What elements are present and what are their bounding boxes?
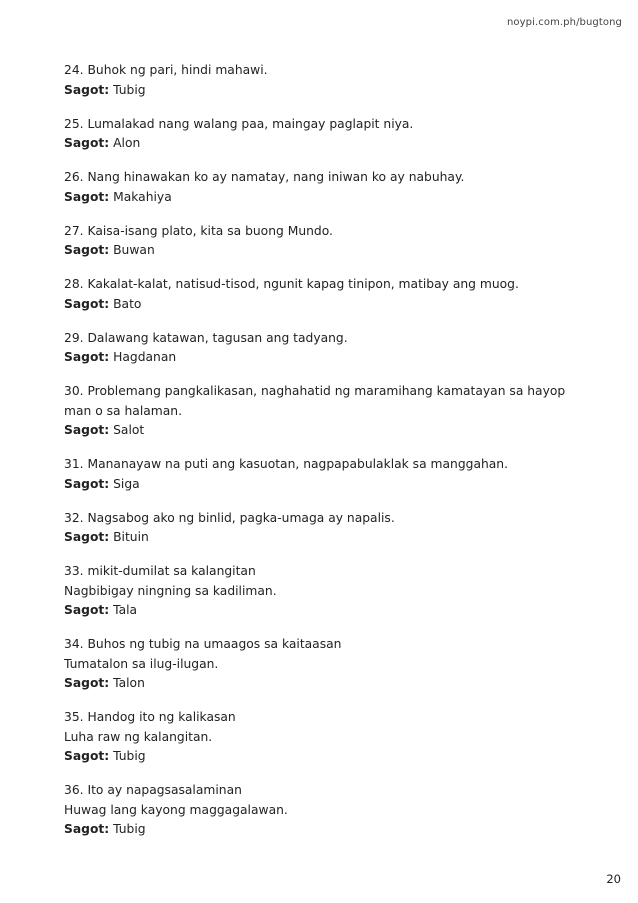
riddle-item bbox=[64, 168, 584, 207]
answer-label: Sagot: bbox=[64, 749, 110, 763]
riddle-item bbox=[64, 329, 584, 368]
riddle-text-line: 35. Handog ito ng kalikasan bbox=[64, 710, 236, 724]
answer-label: Sagot: bbox=[64, 296, 110, 311]
riddle-item bbox=[64, 275, 584, 314]
riddle-answer bbox=[64, 81, 584, 101]
riddle-answer bbox=[64, 601, 584, 621]
answer-label: Sagot: bbox=[64, 82, 110, 97]
riddle-text-line: 34. Buhos ng tubig na umaagos sa kaitaasan bbox=[64, 637, 342, 651]
riddle-text-line: Tumatalon sa ilug-ilugan. bbox=[64, 656, 219, 671]
riddle-answer bbox=[64, 528, 584, 548]
answer-label: Sagot: bbox=[64, 423, 110, 437]
riddle-item bbox=[64, 222, 584, 261]
riddle-item bbox=[64, 635, 584, 694]
riddle-text-line: 29. Dalawang katawan, tagusan ang tadyang. bbox=[64, 330, 348, 345]
riddle-text-line: Luha raw ng kalangitan. bbox=[64, 729, 213, 744]
riddle-list bbox=[64, 61, 584, 854]
answer-value: Talon bbox=[113, 676, 145, 690]
answer-label: Sagot: bbox=[64, 676, 110, 690]
riddle-item bbox=[64, 509, 584, 548]
answer-label: Sagot: bbox=[64, 603, 110, 617]
answer-value: Tubig bbox=[113, 749, 146, 763]
riddle-text-line: 36. Ito ay napagsasalaminan bbox=[64, 783, 242, 797]
answer-value: Alon bbox=[113, 136, 141, 150]
riddle-answer bbox=[64, 188, 584, 208]
riddle-text-line: 27. Kaisa-isang plato, kita sa buong Mundo. bbox=[64, 223, 333, 238]
riddle-text-line: 25. Lumalakad nang walang paa, maingay paglapit niya. bbox=[64, 116, 414, 131]
riddle-item bbox=[64, 61, 584, 100]
answer-label: Sagot: bbox=[64, 243, 110, 257]
riddle-item bbox=[64, 115, 584, 154]
riddle-item bbox=[64, 382, 584, 441]
riddle-text-line: 31. Mananayaw na puti ang kasuotan, nagpapabulaklak sa manggahan. bbox=[64, 457, 509, 471]
riddle-item bbox=[64, 781, 584, 840]
riddle-item bbox=[64, 562, 584, 621]
riddle-text-line: 33. mikit-dumilat sa kalangitan bbox=[64, 564, 256, 578]
answer-label: Sagot: bbox=[64, 822, 110, 836]
answer-value: Siga bbox=[113, 476, 140, 491]
riddle-text-line: man o sa halaman. bbox=[64, 403, 182, 418]
answer-value: Hagdanan bbox=[113, 350, 177, 364]
answer-label: Sagot: bbox=[64, 530, 110, 544]
answer-value: Tubig bbox=[113, 822, 146, 836]
riddle-answer bbox=[64, 348, 584, 368]
riddle-answer bbox=[64, 674, 584, 694]
answer-value: Salot bbox=[113, 423, 145, 437]
riddle-text-line: 28. Kakalat-kalat, natisud-tisod, ngunit kapag tinipon, matibay ang muog. bbox=[64, 277, 519, 291]
answer-value: Tala bbox=[113, 603, 138, 617]
answer-value: Buwan bbox=[113, 243, 155, 257]
page-number: 20 bbox=[606, 872, 621, 886]
answer-value: Makahiya bbox=[113, 189, 172, 204]
riddle-answer bbox=[64, 421, 584, 441]
riddle-text-line: 24. Buhok ng pari, hindi mahawi. bbox=[64, 63, 268, 77]
riddle-text-line: 30. Problemang pangkalikasan, naghahatid ng maramihang kamatayan sa hayop bbox=[64, 384, 566, 398]
riddle-answer bbox=[64, 295, 584, 315]
answer-label: Sagot: bbox=[64, 350, 110, 364]
riddle-item bbox=[64, 455, 584, 494]
answer-value: Tubig bbox=[113, 82, 146, 97]
riddle-answer bbox=[64, 241, 584, 261]
riddle-item bbox=[64, 708, 584, 767]
header-url: noypi.com.ph/bugtong bbox=[506, 17, 622, 28]
riddle-text-line: Huwag lang kayong maggagalawan. bbox=[64, 802, 288, 817]
answer-value: Bato bbox=[113, 296, 142, 311]
riddle-answer bbox=[64, 134, 584, 154]
answer-label: Sagot: bbox=[64, 136, 110, 150]
answer-label: Sagot: bbox=[64, 476, 110, 491]
riddle-answer bbox=[64, 747, 584, 767]
riddle-text-line: 32. Nagsabog ako ng binlid, pagka-umaga ay napalis. bbox=[64, 510, 395, 525]
riddle-answer bbox=[64, 820, 584, 840]
riddle-text-line: 26. Nang hinawakan ko ay namatay, nang iniwan ko ay nabuhay. bbox=[64, 170, 465, 184]
answer-value: Bituin bbox=[113, 530, 149, 544]
riddle-answer bbox=[64, 475, 584, 495]
answer-label: Sagot: bbox=[64, 189, 110, 204]
riddle-text-line: Nagbibigay ningning sa kadiliman. bbox=[64, 583, 277, 598]
